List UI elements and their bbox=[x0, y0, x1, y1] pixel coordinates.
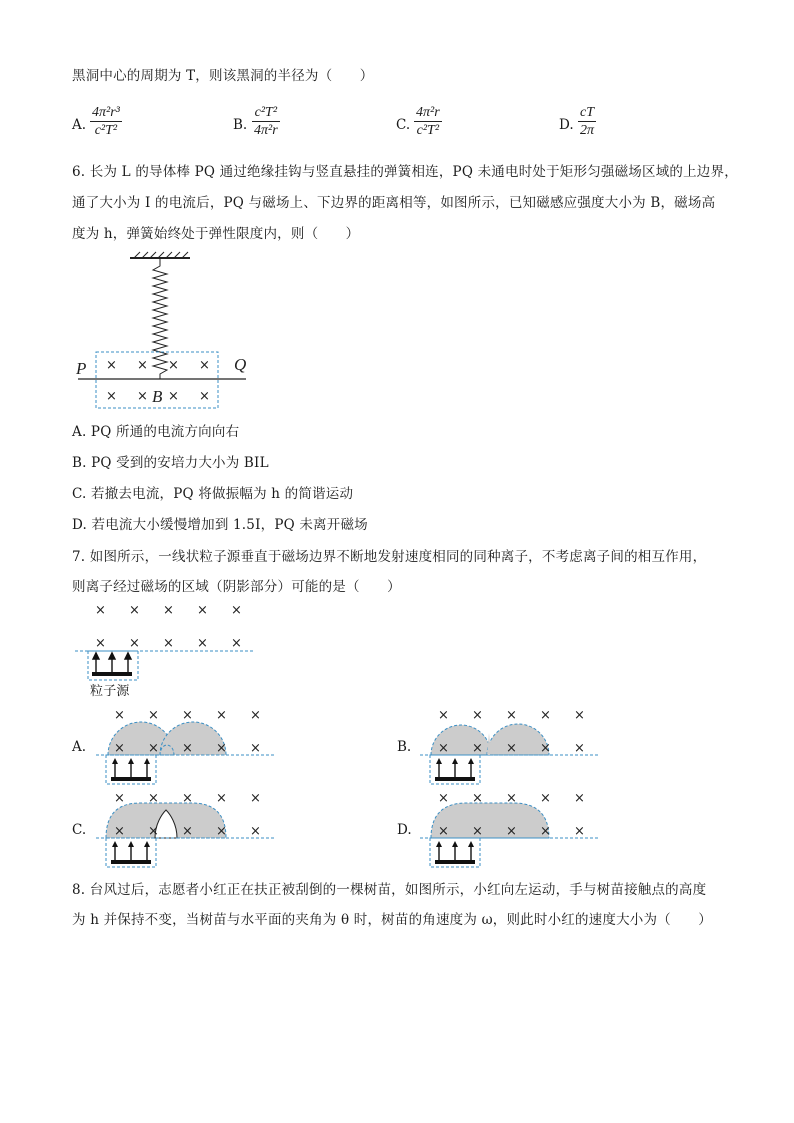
svg-text:×: × bbox=[95, 636, 106, 651]
q7-option-d-diagram bbox=[420, 791, 598, 867]
q5-stem: 黑洞中心的周期为 T，则该黑洞的半径为（ ） bbox=[72, 68, 374, 84]
q6-option-b: B. PQ 受到的安培力大小为 BIL bbox=[72, 455, 269, 471]
q5-option-d-letter: D. bbox=[559, 117, 574, 133]
svg-text:×: × bbox=[182, 791, 193, 806]
q5-option-a-letter: A. bbox=[72, 117, 87, 133]
q7-stem-line-2: 则离子经过磁场的区域（阴影部分）可能的是（ ） bbox=[72, 579, 401, 595]
svg-text:×: × bbox=[574, 708, 585, 723]
svg-text:×: × bbox=[472, 791, 483, 806]
q7-option-d-letter: D. bbox=[397, 822, 412, 838]
svg-text:×: × bbox=[199, 389, 210, 404]
svg-text:×: × bbox=[148, 708, 159, 723]
fraction-numerator: 4π²r bbox=[416, 105, 440, 120]
svg-text:×: × bbox=[438, 791, 449, 806]
svg-text:×: × bbox=[574, 791, 585, 806]
svg-text:×: × bbox=[231, 636, 242, 651]
svg-text:×: × bbox=[540, 708, 551, 723]
svg-text:×: × bbox=[506, 791, 517, 806]
svg-text:×: × bbox=[106, 389, 117, 404]
svg-text:×: × bbox=[168, 358, 179, 373]
fraction-denominator: 2π bbox=[580, 123, 595, 138]
svg-text:×: × bbox=[182, 708, 193, 723]
q6-option-c: C. 若撤去电流，PQ 将做振幅为 h 的简谐运动 bbox=[72, 486, 354, 502]
svg-text:×: × bbox=[216, 791, 227, 806]
label-p: P bbox=[76, 359, 87, 378]
svg-text:×: × bbox=[148, 824, 159, 839]
svg-text:×: × bbox=[129, 636, 140, 651]
svg-text:×: × bbox=[114, 708, 125, 723]
q6-stem-line-2: 通了大小为 I 的电流后，PQ 与磁场上、下边界的距离相等，如图所示，已知磁感应强度大小为 B，磁场高 bbox=[72, 195, 716, 211]
label-b: B bbox=[152, 387, 163, 406]
q6-stem-line-1: 6. 长为 L 的导体棒 PQ 通过绝缘挂钩与竖直悬挂的弹簧相连，PQ 未通电时处于矩形匀强磁场区域的上边界， bbox=[72, 164, 738, 180]
q7-option-b-diagram bbox=[420, 708, 598, 784]
svg-text:×: × bbox=[95, 603, 106, 618]
svg-text:×: × bbox=[438, 741, 449, 756]
q6-option-a: A. PQ 所通的电流方向向右 bbox=[72, 424, 240, 440]
svg-text:×: × bbox=[114, 741, 125, 756]
svg-text:×: × bbox=[438, 824, 449, 839]
svg-text:×: × bbox=[540, 824, 551, 839]
svg-text:×: × bbox=[197, 636, 208, 651]
svg-text:×: × bbox=[148, 791, 159, 806]
svg-text:×: × bbox=[472, 824, 483, 839]
svg-text:×: × bbox=[506, 708, 517, 723]
q7-option-c-letter: C. bbox=[72, 822, 87, 838]
svg-text:×: × bbox=[106, 358, 117, 373]
q7-option-a-letter: A. bbox=[72, 739, 87, 755]
fraction-numerator: 4π²r³ bbox=[92, 105, 120, 120]
svg-text:×: × bbox=[506, 741, 517, 756]
q5-option-c-letter: C. bbox=[396, 117, 411, 133]
fraction-denominator: 4π²r bbox=[254, 123, 278, 138]
particle-source-label: 粒子源 bbox=[90, 684, 130, 699]
svg-text:×: × bbox=[182, 824, 193, 839]
svg-text:×: × bbox=[250, 708, 261, 723]
svg-text:×: × bbox=[250, 824, 261, 839]
svg-text:×: × bbox=[114, 824, 125, 839]
q8-stem-line-2: 为 h 并保持不变，当树苗与水平面的夹角为 θ 时，树苗的角速度为 ω，则此时小红的速度大小为（ ） bbox=[72, 912, 712, 928]
q8-stem-line-1: 8. 台风过后，志愿者小红正在扶正被刮倒的一棵树苗，如图所示，小红向左运动，手与树苗接触点的高度 bbox=[72, 882, 707, 898]
svg-text:×: × bbox=[472, 708, 483, 723]
svg-text:×: × bbox=[137, 358, 148, 373]
svg-text:×: × bbox=[574, 824, 585, 839]
q7-stem-line-1: 7. 如图所示，一线状粒子源垂直于磁场边界不断地发射速度相同的同种离子，不考虑离子间的相互作用， bbox=[72, 549, 707, 565]
svg-text:×: × bbox=[114, 791, 125, 806]
fraction-denominator: c²T² bbox=[94, 123, 118, 138]
fraction-denominator: c²T² bbox=[416, 123, 440, 138]
svg-text:×: × bbox=[472, 741, 483, 756]
svg-text:×: × bbox=[216, 824, 227, 839]
svg-text:×: × bbox=[231, 603, 242, 618]
svg-text:×: × bbox=[199, 358, 210, 373]
q7-option-c-diagram bbox=[96, 791, 274, 867]
svg-text:×: × bbox=[250, 791, 261, 806]
svg-text:×: × bbox=[129, 603, 140, 618]
q7-option-a-diagram bbox=[96, 708, 274, 784]
svg-text:×: × bbox=[182, 741, 193, 756]
svg-text:×: × bbox=[438, 708, 449, 723]
svg-text:×: × bbox=[137, 389, 148, 404]
svg-text:×: × bbox=[197, 603, 208, 618]
q7-option-b-letter: B. bbox=[397, 739, 412, 755]
svg-text:×: × bbox=[216, 708, 227, 723]
svg-text:×: × bbox=[163, 636, 174, 651]
q6-stem-line-3: 度为 h，弹簧始终处于弹性限度内，则（ ） bbox=[72, 226, 360, 242]
svg-text:×: × bbox=[540, 741, 551, 756]
q5-option-b-letter: B. bbox=[233, 117, 248, 133]
fraction-numerator: c²T² bbox=[252, 104, 280, 122]
svg-text:×: × bbox=[163, 603, 174, 618]
label-q: Q bbox=[234, 355, 247, 374]
svg-text:×: × bbox=[250, 741, 261, 756]
svg-text:×: × bbox=[574, 741, 585, 756]
svg-text:×: × bbox=[168, 389, 179, 404]
svg-text:×: × bbox=[506, 824, 517, 839]
q6-option-d: D. 若电流大小缓慢增加到 1.5I，PQ 未离开磁场 bbox=[72, 517, 368, 533]
svg-text:×: × bbox=[148, 741, 159, 756]
svg-text:×: × bbox=[216, 741, 227, 756]
svg-text:×: × bbox=[540, 791, 551, 806]
fraction-numerator: cT bbox=[578, 104, 596, 122]
